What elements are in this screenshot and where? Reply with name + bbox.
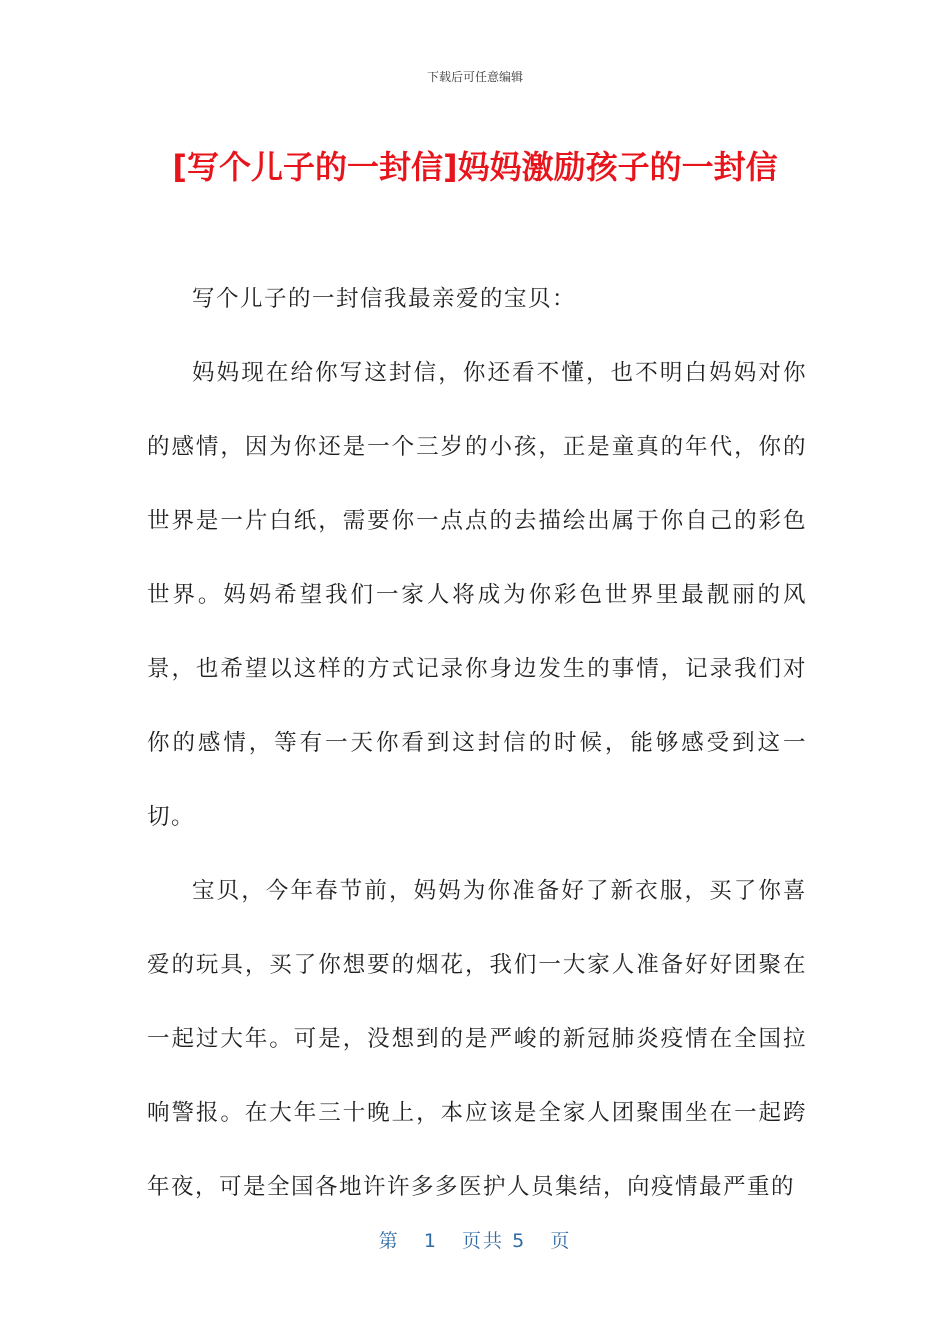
page-label-prefix: 第 xyxy=(378,1230,400,1252)
current-page-number: 1 xyxy=(423,1230,438,1252)
document-title: [写个儿子的一封信]妈妈激励孩子的一封信 xyxy=(172,148,778,186)
total-pages-number: 5 xyxy=(512,1230,527,1252)
paragraph: 写个儿子的一封信我最亲爱的宝贝： xyxy=(192,286,577,312)
document-body xyxy=(147,262,807,1224)
page-label-mid: 页共 xyxy=(462,1230,505,1252)
paragraph: 妈妈现在给你写这封信，你还看不懂，也不明白妈妈对你的感情，因为你还是一个三岁的小孩，正是童真的年代，你的世界是一片白纸，需要你一点点的去描绘出属于你自己的彩色世界。妈妈希望我们一家人将成为你彩色世界里最靓丽的风景，也希望以这样的方式记录你身边发生的事情，记录我们对你的感情，等有一天你看到这封信的时候，能够感受到这一切。 xyxy=(147,360,807,830)
page-label-suffix: 页 xyxy=(550,1230,572,1252)
page-number-footer xyxy=(0,1226,950,1253)
header-note: 下载后可任意编辑 xyxy=(426,70,523,84)
paragraph: 宝贝，今年春节前，妈妈为你准备好了新衣服，买了你喜爱的玩具，买了你想要的烟花，我们一大家人准备好好团聚在一起过大年。可是，没想到的是严峻的新冠肺炎疫情在全国拉响警报。在大年三十晚上，本应该是全家人团聚围坐在一起跨年夜，可是全国各地许许多多医护人员集结，向疫情最严重的 xyxy=(147,878,807,1200)
